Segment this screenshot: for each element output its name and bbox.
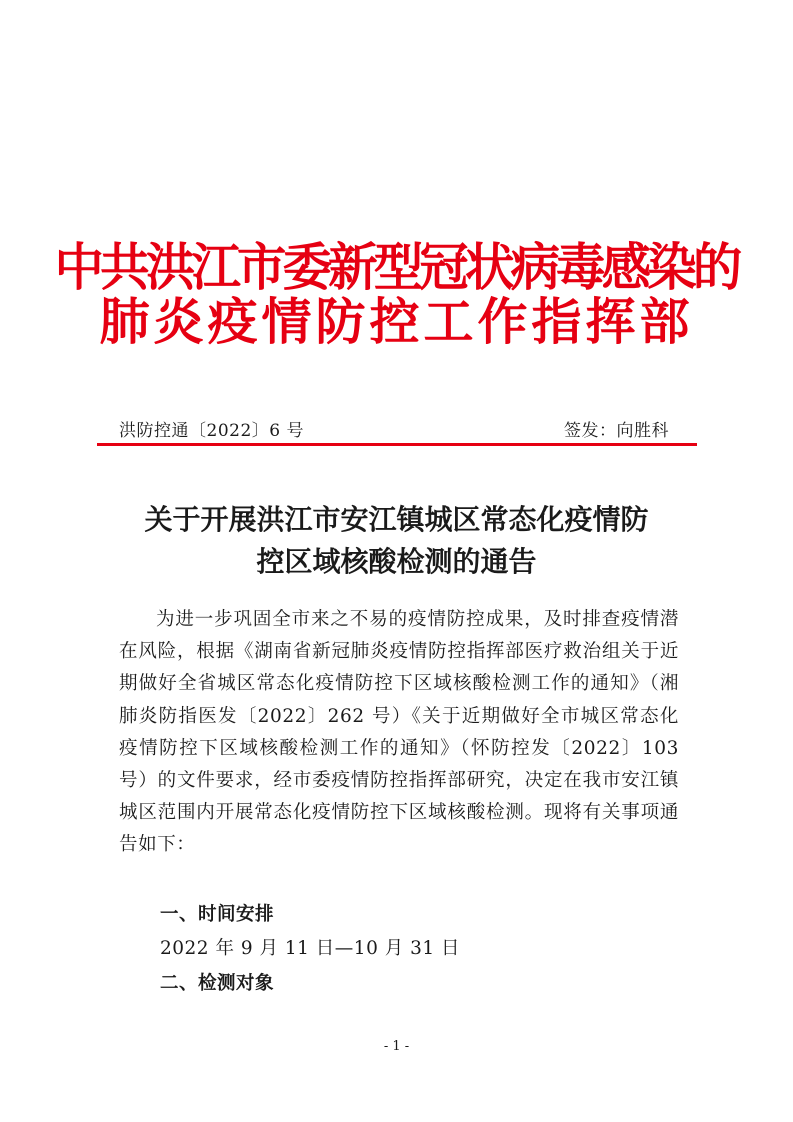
notice-title-line2: 控区域核酸检测的通告 (256, 545, 537, 578)
schedule-date-range: 2022 年 9 月 11 日—10 月 31 日 (160, 938, 461, 959)
section-heading-schedule: 一、时间安排 (160, 904, 275, 925)
issuing-authority-title-line1: 中共洪江市委新型冠状病毒感染的 (54, 239, 739, 298)
intro-paragraph: 为进一步巩固全市来之不易的疫情防控成果，及时排查疫情潜在风险，根据《湖南省新冠肺炎疫情防控指挥部医疗救治组关于近期做好全省城区常态化疫情防控下区域核酸检测工作的通知》（湘肺炎防指医发〔2022〕262 号）《关于近期做好全市城区常态化疫情防控下区域核酸检测工作的通知》（怀防控发〔2022〕103 号）的文件要求，经市委疫情防控指挥部研究，决定在我市安江镇城区范围内开展常态化疫情防控下区域核酸检测。现将有关事项通告如下： (119, 609, 679, 856)
notice-title-line1: 关于开展洪江市安江镇城区常态化疫情防 (144, 503, 649, 536)
page-number: - 1 - (383, 1039, 410, 1054)
document-number: 洪防控通〔2022〕6 号 (119, 421, 304, 441)
red-divider-rule (97, 443, 697, 446)
issuing-authority-title-line2: 肺炎疫情防控工作指挥部 (99, 293, 694, 351)
section-heading-test-targets: 二、检测对象 (160, 973, 275, 994)
signer: 签发：向胜科 (564, 421, 669, 441)
